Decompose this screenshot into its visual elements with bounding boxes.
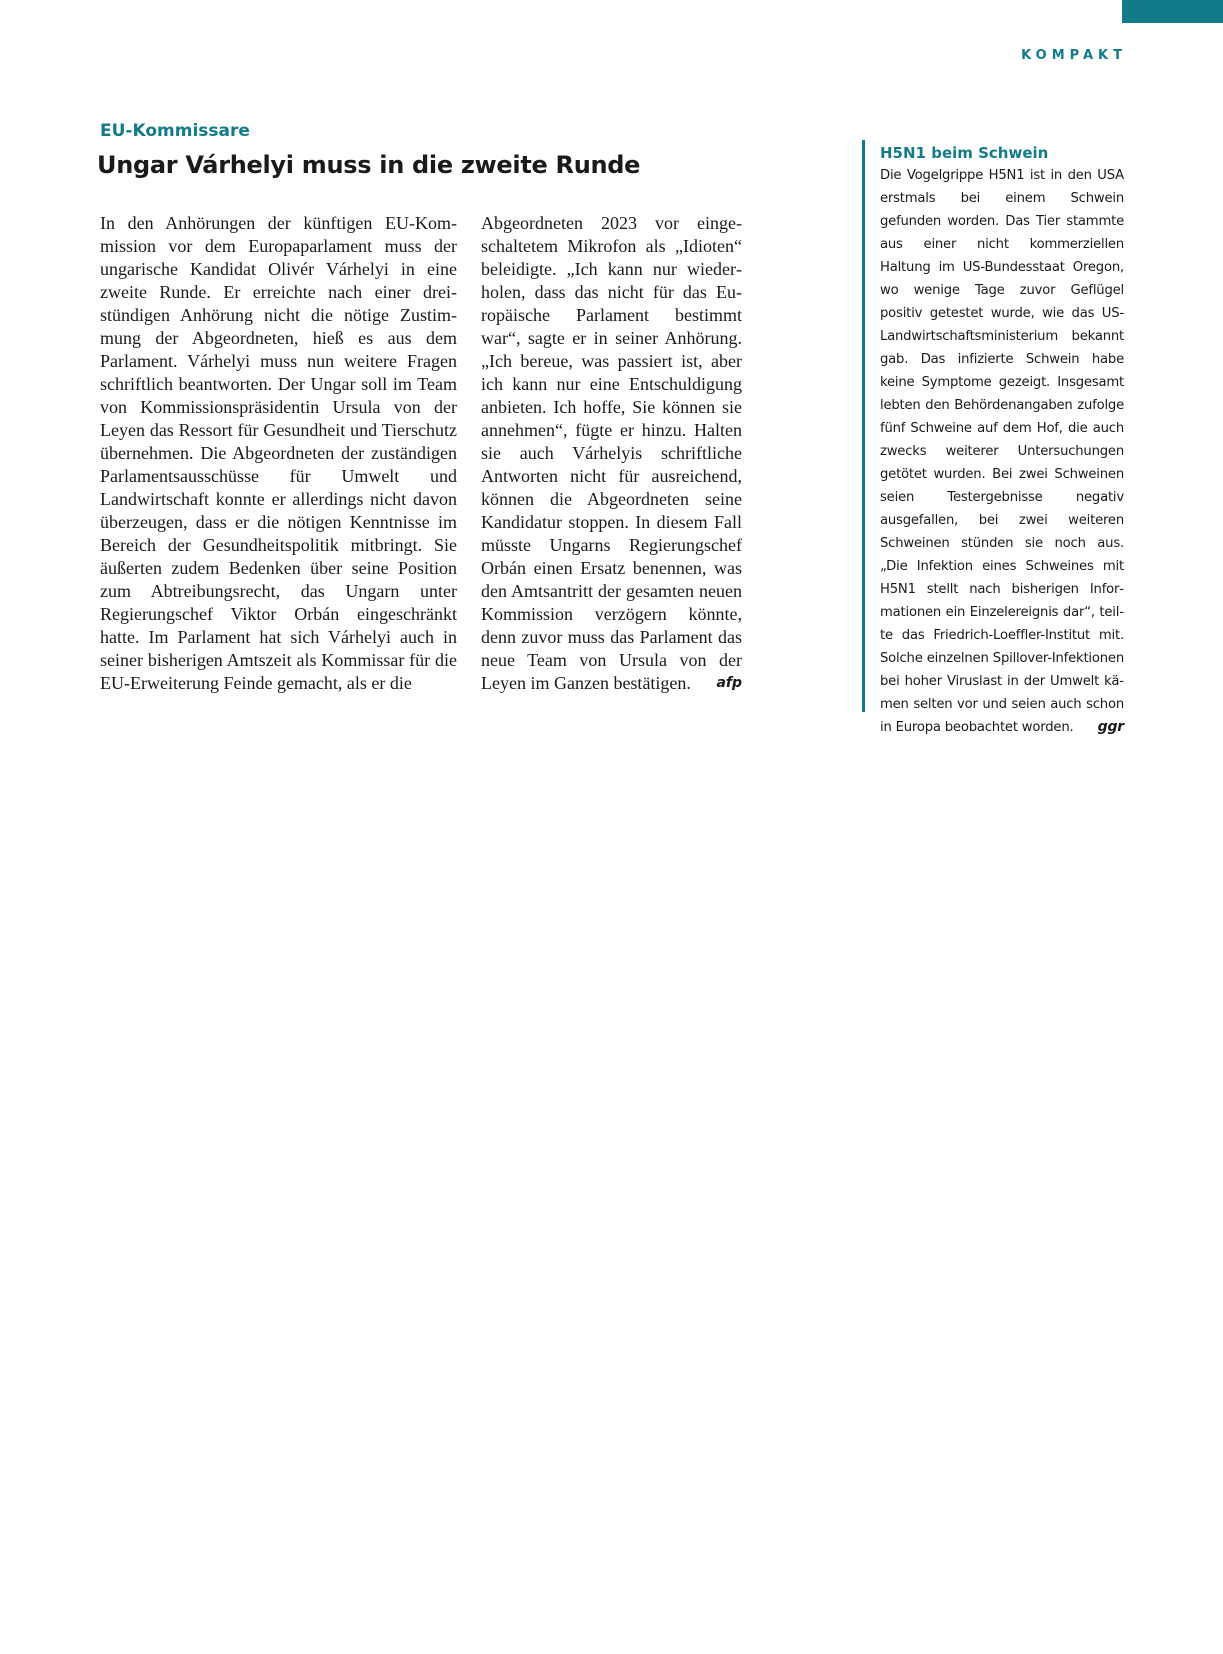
sidebar-byline: ggr: [1097, 719, 1124, 735]
sidebar-body: [880, 164, 1124, 739]
corner-accent-bar: [1122, 0, 1223, 23]
article-column-2-text: Abgeordneten 2023 vor eingeschaltetem Mikrofon als „Idioten“ beleidigte. „Ich kann nur wiederholen, dass das nicht für das Europäische Parlament bestimmt war“, sagte er in seiner Anhörung. „Ich bereue, was passiert ist, aber ich kann nur eine Entschuldigung anbieten. Ich hoffe, Sie können sie annehmen“, fügte er hinzu. Halten sie auch Várhelyis schriftliche Antworten nicht für ausreichend, können die Abgeordneten seine Kandidatur stoppen. In diesem Fall müsste Ungarns Regierungschef Orbán einen Ersatz benennen, was den Amtsantritt der gesamten neuen Kommission verzögern könnte, denn zuvor muss das Parlament das neue Team von Ursula von der Leyen im Ganzen bestätigen.: [481, 213, 742, 693]
article-headline: Ungar Várhelyi muss in die zweite Runde: [97, 151, 641, 179]
article-byline: afp: [716, 675, 742, 691]
sidebar-news-box: [862, 140, 1124, 735]
article-column-1: [100, 212, 457, 695]
sidebar-body-text: Die Vogelgrippe H5N1 ist in den USA erstmals bei einem Schwein gefunden worden. Das Tier stammte aus einer nicht kommerziellen Haltung im US-Bundesstaat Oregon, wo wenige Tage zuvor Geflügel positiv getestet wurde, wie das US-Landwirtschaftsministerium bekannt gab. Das infizierte Schwein habe keine Symptome gezeigt. Insgesamt lebten den Behördenangaben zufolge fünf Schweine auf dem Hof, die auch zwecks weiterer Untersuchungen getötet wurden. Bei zwei Schweinen seien Testergebnisse negativ ausgefallen, bei zwei weiteren Schweinen stünden sie noch aus. „Die Infektion eines Schweines mit H5N1 stellt nach bisherigen Informationen ein Einzelereignis dar“, teilte das Friedrich-Loeffler-Institut mit. Solche einzelnen Spillover-Infektionen bei hoher Viruslast in der Umwelt kämen selten vor und seien auch schon in Europa beobachtet worden.: [880, 168, 1124, 735]
article-kicker: EU-Kommissare: [100, 121, 250, 141]
section-label: KOMPAKT: [1021, 48, 1127, 63]
article-column-2: [481, 212, 742, 695]
article-column-1-text: In den Anhörungen der künftigen EU-Kommission vor dem Europaparlament muss der ungarische Kandidat Olivér Várhelyi in eine zweite Runde. Er erreichte nach einer dreistündigen Anhörung nicht die nötige Zustimmung der Abgeordneten, hieß es aus dem Parlament. Várhelyi muss nun weitere Fragen schriftlich beantworten. Der Ungar soll im Team von Kommissionspräsidentin Ursula von der Leyen das Ressort für Gesundheit und Tierschutz übernehmen. Die Abgeordneten der zuständigen Parlamentsausschüsse für Umwelt und Landwirtschaft konnte er allerdings nicht davon überzeugen, dass er die nötigen Kenntnisse im Bereich der Gesundheitspolitik mitbringt. Sie äußerten zudem Bedenken über seine Position zum Abtreibungsrecht, das Ungarn unter Regierungschef Viktor Orbán eingeschränkt hatte. Im Parlament hat sich Várhelyi auch in seiner bisherigen Amtszeit als Kommissar für die EU-Erweiterung Feinde gemacht, als er die: [100, 213, 457, 693]
sidebar-title: H5N1 beim Schwein: [880, 144, 1049, 162]
